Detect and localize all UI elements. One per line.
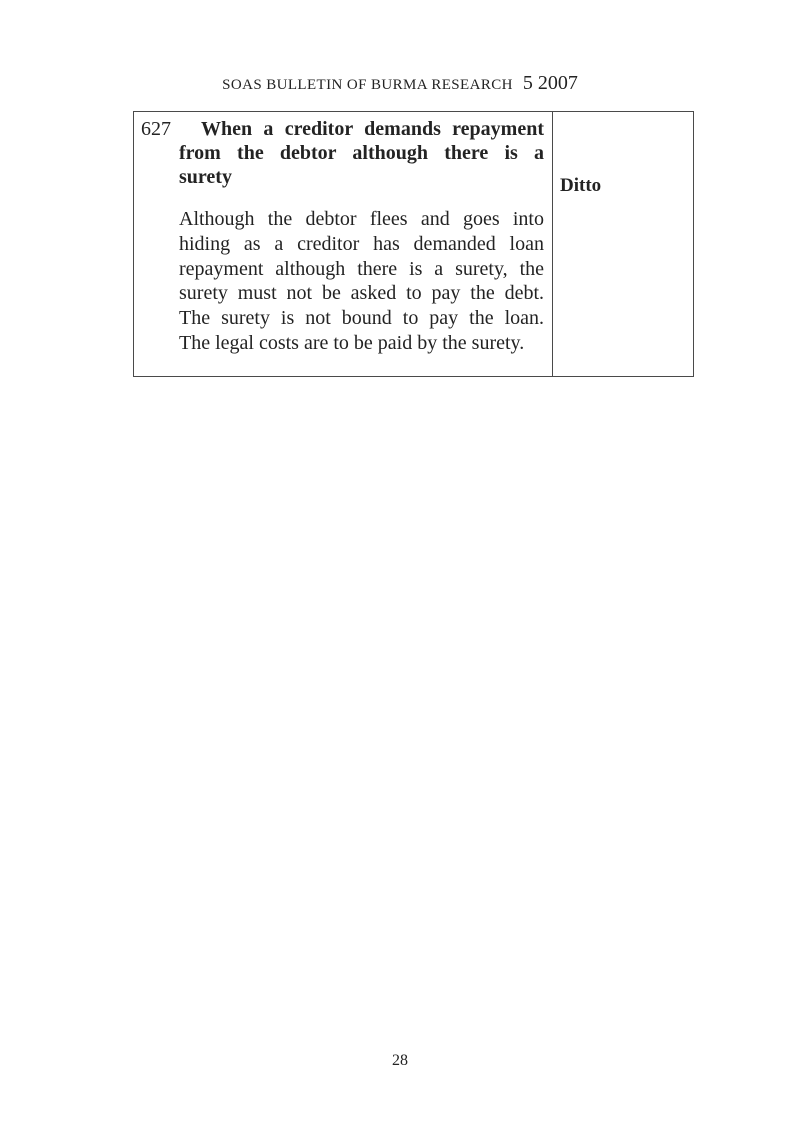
journal-title: SOAS BULLETIN OF BURMA RESEARCH	[222, 77, 513, 93]
page-number: 28	[392, 1052, 408, 1069]
entry-title	[179, 117, 544, 189]
entry-body-line: The legal costs are to be paid by the surety.	[179, 331, 525, 354]
entry-table	[133, 111, 694, 377]
running-header	[0, 72, 800, 95]
entry-body-line: The surety is not bound to pay the loan.	[179, 307, 544, 330]
entry-title-line: surety	[179, 166, 232, 188]
entry-body-line: Although the debtor flees and goes into	[179, 208, 544, 230]
entry-title-line: from the debtor although there is a	[179, 142, 544, 164]
entry-body-line: surety must not be asked to pay the debt.	[179, 282, 544, 305]
entry-number: 627	[141, 118, 171, 140]
entry-cell	[134, 112, 553, 376]
entry-body-line: repayment although there is a surety, the	[179, 257, 544, 280]
entry-body	[179, 207, 544, 356]
entry-title-line: When a creditor demands repayment	[201, 118, 544, 140]
entry-body-line: hiding as a creditor has demanded loan	[179, 232, 544, 255]
source-cell	[553, 112, 693, 376]
source-label: Ditto	[560, 175, 602, 196]
volume-year: 5 2007	[522, 72, 578, 94]
